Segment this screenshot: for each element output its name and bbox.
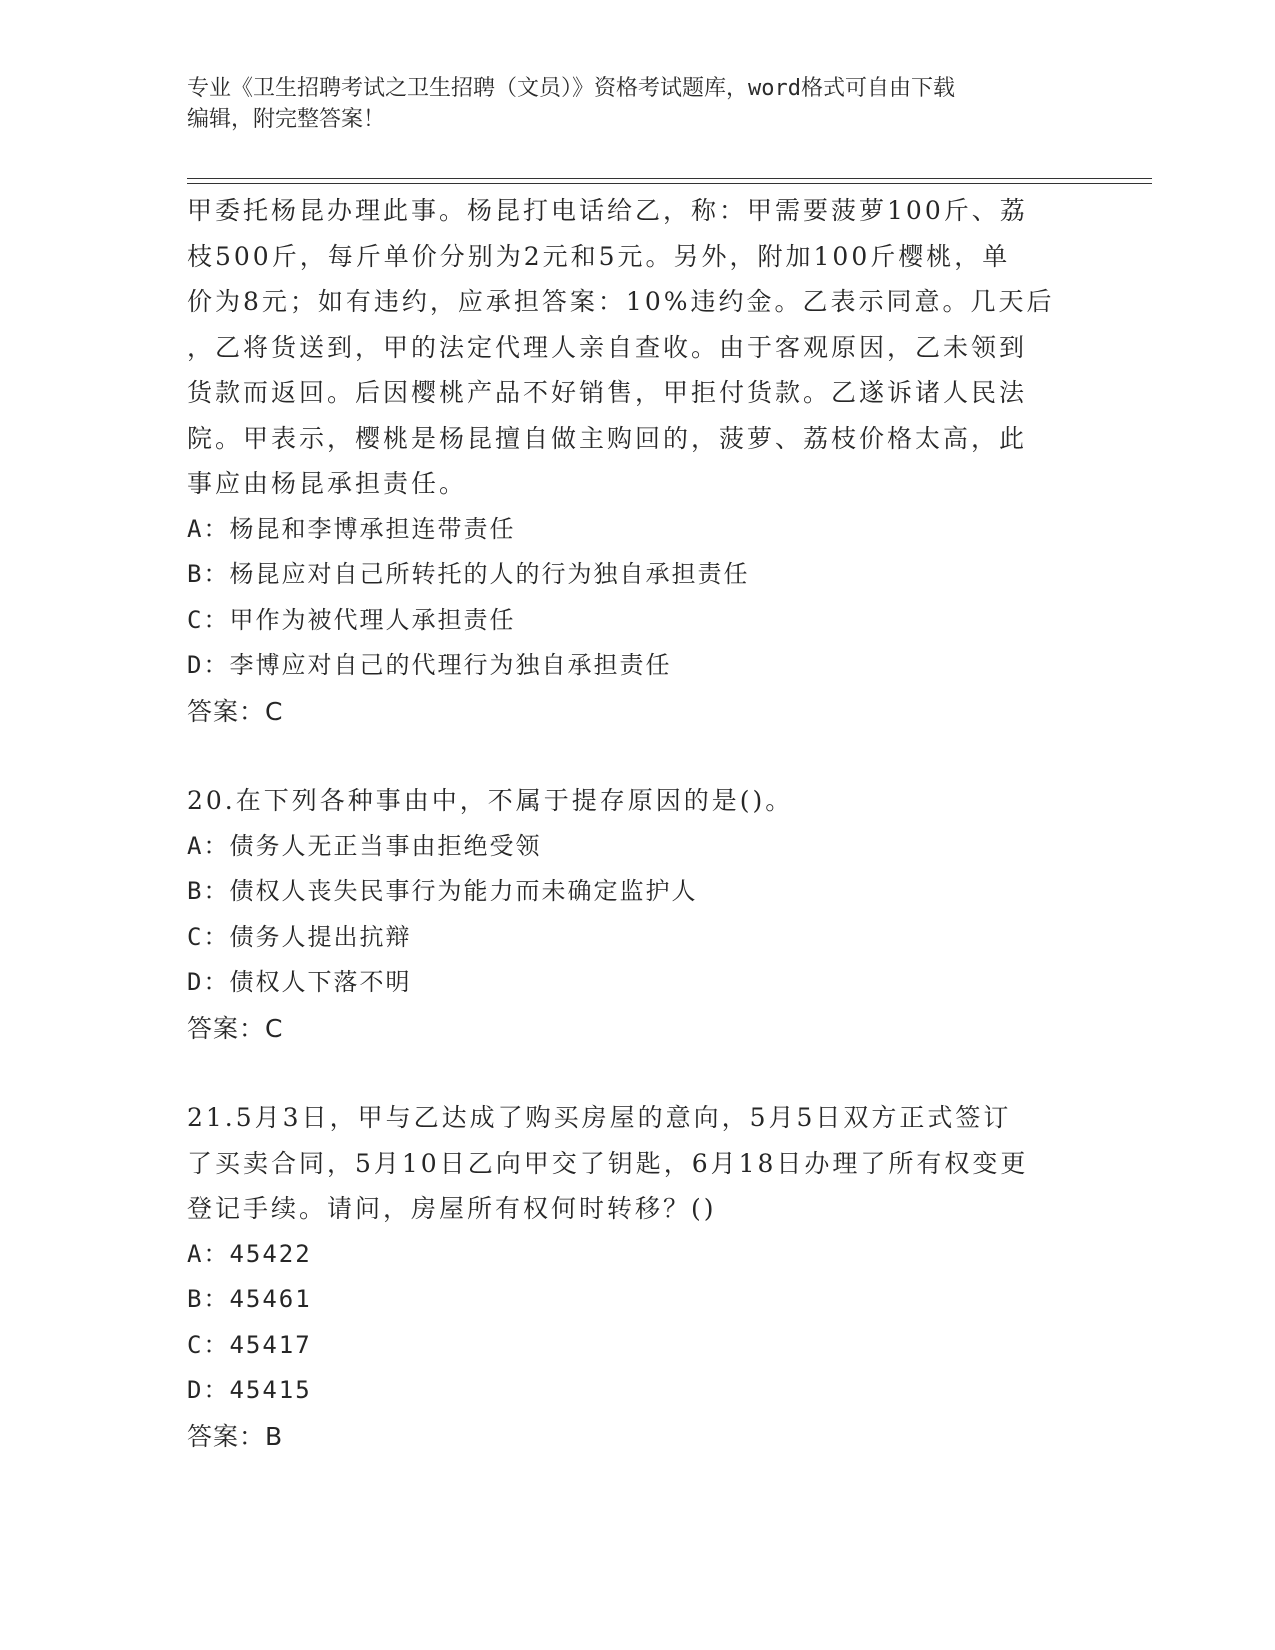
answer-line: 答案：C — [187, 1013, 284, 1043]
question-text-line: 价为8元；如有违约，应承担答案：10%违约金。乙表示同意。几天后 — [187, 287, 1055, 316]
question-text-line: 甲委托杨昆办理此事。杨昆打电话给乙，称：甲需要菠萝100斤、荔 — [187, 196, 1028, 225]
question-text-line: 登记手续。请问，房屋所有权何时转移？() — [187, 1194, 717, 1223]
option-c: C：债务人提出抗辩 — [187, 922, 412, 951]
question-20 — [187, 778, 1087, 1051]
option-d: D：债权人下落不明 — [187, 968, 412, 996]
question-19 — [187, 188, 1087, 734]
question-text-line: 院。甲表示，樱桃是杨昆擅自做主购回的，菠萝、荔枝价格太高，此 — [187, 423, 1028, 453]
answer-line: 答案：C — [187, 696, 284, 726]
header-line-1: 专业《卫生招聘考试之卫生招聘（文员）》资格考试题库，word格式可自由下载 — [187, 76, 955, 101]
option-a: A：杨昆和李博承担连带责任 — [187, 514, 516, 543]
option-c: C：甲作为被代理人承担责任 — [187, 605, 516, 634]
document-header — [187, 73, 1087, 135]
header-line-2: 编辑，附完整答案！ — [187, 107, 386, 132]
answer-line: 答案：B — [187, 1421, 284, 1451]
option-d: D：李博应对自己的代理行为独自承担责任 — [187, 651, 672, 679]
question-text-line: ，乙将货送到，甲的法定代理人亲自查收。由于客观原因，乙未领到 — [187, 332, 1028, 362]
header-divider-top — [187, 178, 1152, 179]
question-21 — [187, 1095, 1087, 1459]
question-text-line: 21.5月3日，甲与乙达成了购买房屋的意向，5月5日双方正式签订 — [187, 1103, 1012, 1132]
option-b: B：杨昆应对自己所转托的人的行为独自承担责任 — [187, 560, 750, 588]
header-divider-bottom — [187, 183, 1152, 184]
option-a: A：45422 — [187, 1239, 312, 1268]
question-text-line: 货款而返回。后因樱桃产品不好销售，甲拒付货款。乙遂诉诸人民法 — [187, 378, 1028, 407]
option-a: A：债务人无正当事由拒绝受领 — [187, 831, 542, 860]
question-text-line: 枝500斤，每斤单价分别为2元和5元。另外，附加100斤樱桃，单 — [187, 241, 1011, 271]
question-body — [187, 188, 1087, 1459]
option-b: B：债权人丧失民事行为能力而未确定监护人 — [187, 877, 698, 905]
option-c: C：45417 — [187, 1330, 312, 1359]
question-text-line: 20.在下列各种事由中，不属于提存原因的是()。 — [187, 786, 794, 815]
option-b: B：45461 — [187, 1285, 312, 1313]
question-text-line: 了买卖合同，5月10日乙向甲交了钥匙，6月18日办理了所有权变更 — [187, 1148, 1029, 1178]
question-text-line: 事应由杨昆承担责任。 — [187, 469, 468, 498]
option-d: D：45415 — [187, 1376, 312, 1404]
